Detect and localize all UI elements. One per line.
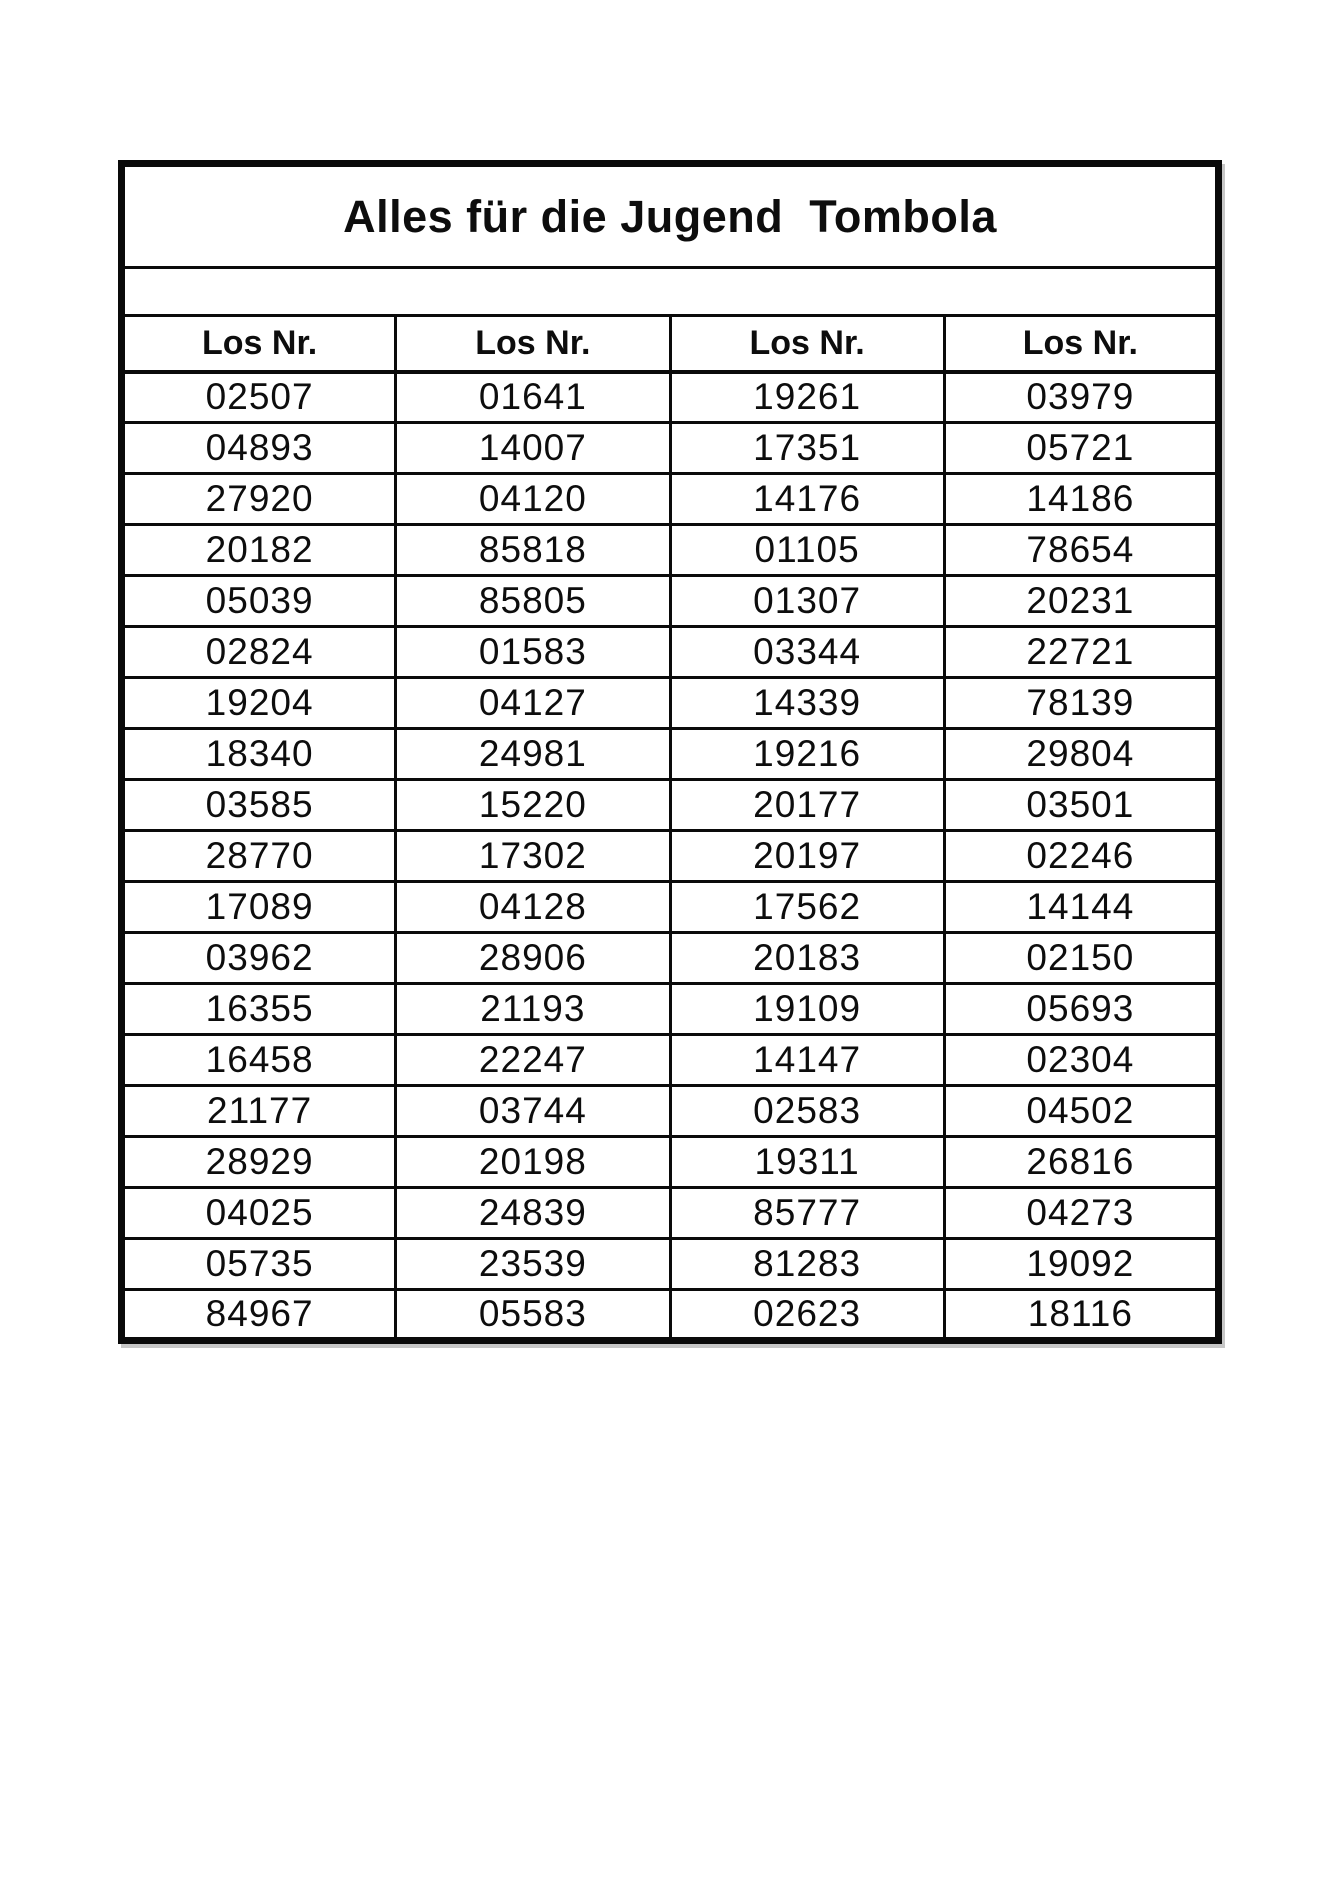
table-row: [122, 933, 1219, 984]
los-number-cell: 85818: [396, 525, 670, 576]
los-number-cell: 03501: [944, 780, 1218, 831]
los-number-cell: 18340: [122, 729, 396, 780]
los-number-cell: 16458: [122, 1035, 396, 1086]
los-number-cell: 78139: [944, 678, 1218, 729]
los-number-cell: 78654: [944, 525, 1218, 576]
los-number-cell: 02507: [122, 372, 396, 423]
document-title: Alles für die Jugend Tombola: [122, 164, 1219, 268]
table-body: [122, 372, 1219, 1341]
los-number-cell: 84967: [122, 1290, 396, 1341]
los-number-cell: 20197: [670, 831, 944, 882]
los-number-cell: 03962: [122, 933, 396, 984]
los-number-cell: 20177: [670, 780, 944, 831]
table-row: [122, 678, 1219, 729]
los-number-cell: 19261: [670, 372, 944, 423]
los-number-cell: 28929: [122, 1137, 396, 1188]
los-number-cell: 26816: [944, 1137, 1218, 1188]
los-number-cell: 20231: [944, 576, 1218, 627]
los-number-cell: 81283: [670, 1239, 944, 1290]
los-number-cell: 15220: [396, 780, 670, 831]
los-number-cell: 01105: [670, 525, 944, 576]
los-number-cell: 21177: [122, 1086, 396, 1137]
table-row: [122, 1188, 1219, 1239]
table-row: [122, 1137, 1219, 1188]
los-number-cell: 05721: [944, 423, 1218, 474]
los-number-cell: 17302: [396, 831, 670, 882]
los-number-cell: 01641: [396, 372, 670, 423]
table-row: [122, 984, 1219, 1035]
header-row: [122, 316, 1219, 372]
los-number-cell: 24981: [396, 729, 670, 780]
table-head: [122, 164, 1219, 372]
los-number-cell: 05039: [122, 576, 396, 627]
los-number-cell: 01583: [396, 627, 670, 678]
los-number-cell: 27920: [122, 474, 396, 525]
column-header-1: Los Nr.: [122, 316, 396, 372]
table-row: [122, 423, 1219, 474]
column-header-4: Los Nr.: [944, 316, 1218, 372]
los-number-cell: 01307: [670, 576, 944, 627]
los-number-cell: 02583: [670, 1086, 944, 1137]
los-number-cell: 14339: [670, 678, 944, 729]
los-number-cell: 04120: [396, 474, 670, 525]
los-number-cell: 20198: [396, 1137, 670, 1188]
los-number-cell: 21193: [396, 984, 670, 1035]
los-number-cell: 19204: [122, 678, 396, 729]
los-number-cell: 19109: [670, 984, 944, 1035]
table-row: [122, 729, 1219, 780]
los-number-cell: 19216: [670, 729, 944, 780]
table-row: [122, 780, 1219, 831]
table-row: [122, 1086, 1219, 1137]
spacer-row: [122, 268, 1219, 316]
los-number-cell: 85805: [396, 576, 670, 627]
los-number-cell: 02623: [670, 1290, 944, 1341]
los-number-cell: 23539: [396, 1239, 670, 1290]
los-number-cell: 03585: [122, 780, 396, 831]
table-row: [122, 882, 1219, 933]
table-row: [122, 372, 1219, 423]
los-number-cell: 16355: [122, 984, 396, 1035]
los-number-cell: 14007: [396, 423, 670, 474]
los-number-cell: 02150: [944, 933, 1218, 984]
los-number-cell: 85777: [670, 1188, 944, 1239]
los-number-cell: 02246: [944, 831, 1218, 882]
table-row: [122, 1035, 1219, 1086]
tombola-table: [118, 160, 1222, 1344]
table-row: [122, 1239, 1219, 1290]
table-row: [122, 474, 1219, 525]
los-number-cell: 18116: [944, 1290, 1218, 1341]
los-number-cell: 14147: [670, 1035, 944, 1086]
los-number-cell: 28906: [396, 933, 670, 984]
table-row: [122, 831, 1219, 882]
los-number-cell: 19092: [944, 1239, 1218, 1290]
los-number-cell: 17562: [670, 882, 944, 933]
table-row: [122, 525, 1219, 576]
los-number-cell: 17351: [670, 423, 944, 474]
los-number-cell: 14144: [944, 882, 1218, 933]
column-header-3: Los Nr.: [670, 316, 944, 372]
table-row: [122, 576, 1219, 627]
table-row: [122, 1290, 1219, 1341]
los-number-cell: 04127: [396, 678, 670, 729]
los-number-cell: 22247: [396, 1035, 670, 1086]
los-number-cell: 28770: [122, 831, 396, 882]
los-number-cell: 14186: [944, 474, 1218, 525]
los-number-cell: 05583: [396, 1290, 670, 1341]
los-number-cell: 02824: [122, 627, 396, 678]
los-number-cell: 02304: [944, 1035, 1218, 1086]
title-row: [122, 164, 1219, 268]
los-number-cell: 20182: [122, 525, 396, 576]
los-number-cell: 19311: [670, 1137, 944, 1188]
los-number-cell: 05735: [122, 1239, 396, 1290]
los-number-cell: 20183: [670, 933, 944, 984]
los-number-cell: 29804: [944, 729, 1218, 780]
los-number-cell: 14176: [670, 474, 944, 525]
los-number-cell: 24839: [396, 1188, 670, 1239]
los-number-cell: 03744: [396, 1086, 670, 1137]
los-number-cell: 04273: [944, 1188, 1218, 1239]
los-number-cell: 04893: [122, 423, 396, 474]
los-number-cell: 04025: [122, 1188, 396, 1239]
los-number-cell: 04128: [396, 882, 670, 933]
column-header-2: Los Nr.: [396, 316, 670, 372]
los-number-cell: 22721: [944, 627, 1218, 678]
los-number-cell: 03344: [670, 627, 944, 678]
los-number-cell: 03979: [944, 372, 1218, 423]
los-number-cell: 17089: [122, 882, 396, 933]
spacer-cell: [122, 268, 1219, 316]
los-number-cell: 04502: [944, 1086, 1218, 1137]
table-row: [122, 627, 1219, 678]
los-number-cell: 05693: [944, 984, 1218, 1035]
